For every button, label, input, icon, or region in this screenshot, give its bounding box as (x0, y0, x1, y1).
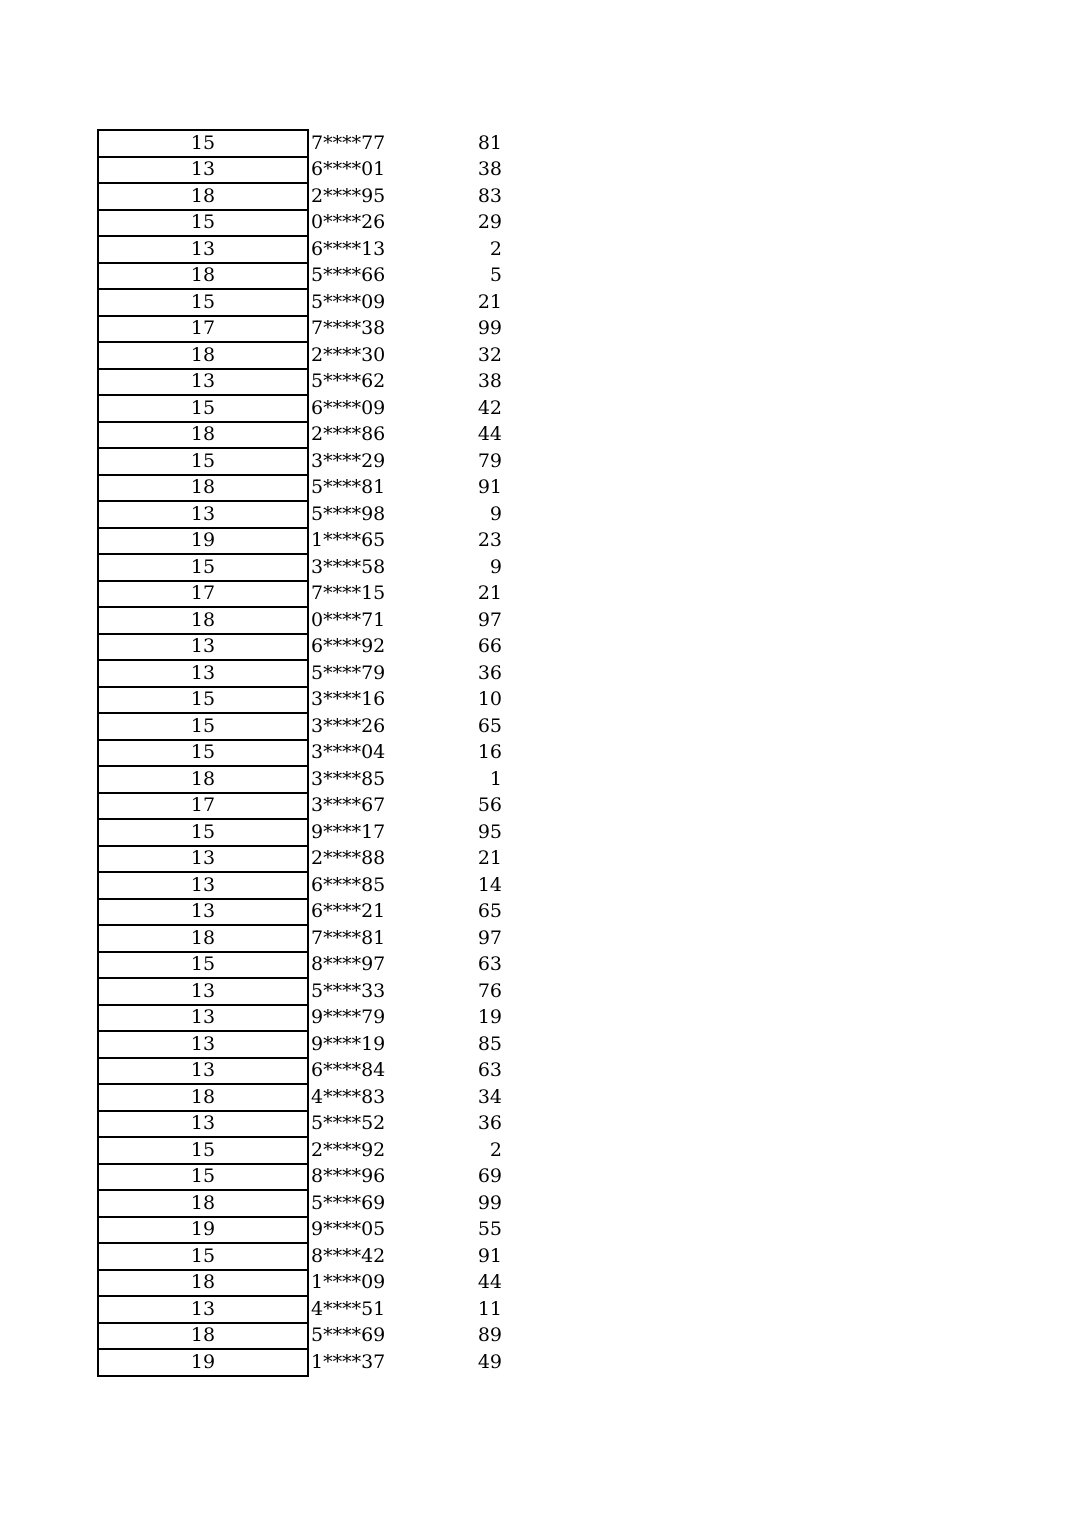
table-row (98, 846, 502, 873)
table-row (98, 1323, 502, 1350)
score-cell: 89 (477, 1324, 502, 1347)
masked-id-cell: 8****42 (311, 1244, 386, 1267)
score-cell: 91 (477, 476, 502, 499)
table-row (98, 607, 502, 634)
score-cell: 36 (477, 661, 502, 684)
group-cell: 15 (98, 289, 308, 316)
table-row (98, 1217, 502, 1244)
table-row (98, 581, 502, 608)
group-cell: 13 (98, 978, 308, 1005)
group-cell: 15 (98, 740, 308, 767)
data-table (97, 129, 503, 1377)
group-cell: 13 (98, 501, 308, 528)
masked-id-cell: 3****85 (311, 767, 386, 790)
table-row (98, 1111, 502, 1138)
group-cell: 13 (98, 660, 308, 687)
score-cell: 1 (489, 767, 502, 790)
table-row (98, 395, 502, 422)
score-cell: 5 (489, 264, 502, 287)
score-cell: 85 (477, 1032, 502, 1055)
score-cell: 21 (477, 847, 502, 870)
score-cell: 81 (477, 131, 502, 154)
group-cell: 13 (98, 634, 308, 661)
group-cell: 13 (98, 1058, 308, 1085)
score-cell: 65 (477, 900, 502, 923)
group-cell: 15 (98, 819, 308, 846)
masked-id-cell: 3****29 (311, 449, 386, 472)
score-cell: 23 (477, 529, 502, 552)
score-cell: 99 (477, 317, 502, 340)
masked-id-cell: 5****69 (311, 1191, 386, 1214)
masked-id-cell: 6****84 (311, 1059, 386, 1082)
score-cell: 91 (477, 1244, 502, 1267)
score-cell: 49 (477, 1350, 502, 1373)
score-cell: 97 (477, 608, 502, 631)
masked-id-cell: 4****51 (311, 1297, 386, 1320)
table-row (98, 183, 502, 210)
table-row (98, 660, 502, 687)
table-row (98, 130, 502, 157)
table-row (98, 740, 502, 767)
group-cell: 18 (98, 607, 308, 634)
table-row (98, 1243, 502, 1270)
score-cell: 21 (477, 290, 502, 313)
group-cell: 13 (98, 236, 308, 263)
score-cell: 21 (477, 582, 502, 605)
table-row (98, 925, 502, 952)
group-cell: 15 (98, 448, 308, 475)
group-cell: 15 (98, 687, 308, 714)
group-cell: 15 (98, 395, 308, 422)
table-row (98, 1031, 502, 1058)
table-row (98, 316, 502, 343)
group-cell: 19 (98, 1349, 308, 1376)
group-cell: 15 (98, 1137, 308, 1164)
table-row (98, 713, 502, 740)
group-cell: 18 (98, 263, 308, 290)
masked-id-cell: 5****33 (311, 979, 386, 1002)
group-cell: 13 (98, 369, 308, 396)
masked-id-cell: 7****38 (311, 317, 386, 340)
table-row (98, 1270, 502, 1297)
table-row (98, 978, 502, 1005)
masked-id-cell: 7****15 (311, 582, 386, 605)
group-cell: 17 (98, 581, 308, 608)
table-row (98, 448, 502, 475)
group-cell: 15 (98, 130, 308, 157)
masked-id-cell: 9****05 (311, 1218, 386, 1241)
score-cell: 34 (477, 1085, 502, 1108)
masked-id-cell: 4****83 (311, 1085, 386, 1108)
masked-id-cell: 5****79 (311, 661, 386, 684)
table-row (98, 236, 502, 263)
masked-id-cell: 5****69 (311, 1324, 386, 1347)
masked-id-cell: 1****09 (311, 1271, 386, 1294)
score-cell: 83 (477, 184, 502, 207)
masked-id-cell: 7****77 (311, 131, 386, 154)
masked-id-cell: 7****81 (311, 926, 386, 949)
table-row (98, 210, 502, 237)
table-row (98, 554, 502, 581)
table-row (98, 475, 502, 502)
group-cell: 18 (98, 1323, 308, 1350)
table-row (98, 342, 502, 369)
score-cell: 36 (477, 1112, 502, 1135)
masked-id-cell: 0****26 (311, 211, 386, 234)
score-cell: 79 (477, 449, 502, 472)
score-cell: 9 (489, 502, 502, 525)
group-cell: 18 (98, 475, 308, 502)
masked-id-cell: 5****98 (311, 502, 386, 525)
table-row (98, 1164, 502, 1191)
score-cell: 65 (477, 714, 502, 737)
score-cell: 99 (477, 1191, 502, 1214)
table-row (98, 899, 502, 926)
masked-id-cell: 6****85 (311, 873, 386, 896)
score-cell: 44 (477, 1271, 502, 1294)
table-row (98, 501, 502, 528)
group-cell: 19 (98, 528, 308, 555)
group-cell: 15 (98, 554, 308, 581)
group-cell: 15 (98, 952, 308, 979)
masked-id-cell: 3****26 (311, 714, 386, 737)
table-row (98, 157, 502, 184)
table-row (98, 289, 502, 316)
score-cell: 14 (477, 873, 502, 896)
table-row (98, 819, 502, 846)
table-row (98, 634, 502, 661)
score-cell: 66 (477, 635, 502, 658)
masked-id-cell: 1****65 (311, 529, 386, 552)
masked-id-cell: 3****67 (311, 794, 386, 817)
score-cell: 63 (477, 1059, 502, 1082)
masked-id-cell: 0****71 (311, 608, 386, 631)
score-cell: 42 (477, 396, 502, 419)
masked-id-cell: 3****04 (311, 741, 386, 764)
masked-id-cell: 5****52 (311, 1112, 386, 1135)
group-cell: 18 (98, 1270, 308, 1297)
group-cell: 18 (98, 183, 308, 210)
score-cell: 97 (477, 926, 502, 949)
score-cell: 19 (477, 1006, 502, 1029)
group-cell: 13 (98, 1296, 308, 1323)
masked-id-cell: 5****81 (311, 476, 386, 499)
score-cell: 11 (477, 1297, 502, 1320)
group-cell: 15 (98, 1243, 308, 1270)
group-cell: 19 (98, 1217, 308, 1244)
score-cell: 55 (477, 1218, 502, 1241)
group-cell: 18 (98, 1190, 308, 1217)
masked-id-cell: 2****86 (311, 423, 386, 446)
score-cell: 32 (477, 343, 502, 366)
table-row (98, 872, 502, 899)
masked-id-cell: 9****19 (311, 1032, 386, 1055)
score-cell: 16 (477, 741, 502, 764)
group-cell: 18 (98, 925, 308, 952)
score-cell: 69 (477, 1165, 502, 1188)
score-cell: 63 (477, 953, 502, 976)
score-cell: 2 (489, 1138, 502, 1161)
masked-id-cell: 9****17 (311, 820, 386, 843)
score-cell: 29 (477, 211, 502, 234)
score-cell: 44 (477, 423, 502, 446)
masked-id-cell: 2****95 (311, 184, 386, 207)
masked-id-cell: 5****62 (311, 370, 386, 393)
masked-id-cell: 3****58 (311, 555, 386, 578)
masked-id-cell: 8****97 (311, 953, 386, 976)
group-cell: 13 (98, 846, 308, 873)
group-cell: 15 (98, 1164, 308, 1191)
group-cell: 13 (98, 1111, 308, 1138)
table-row (98, 687, 502, 714)
masked-id-cell: 6****21 (311, 900, 386, 923)
score-cell: 38 (477, 158, 502, 181)
table-row (98, 263, 502, 290)
group-cell: 18 (98, 422, 308, 449)
masked-id-cell: 8****96 (311, 1165, 386, 1188)
masked-id-cell: 5****66 (311, 264, 386, 287)
group-cell: 17 (98, 793, 308, 820)
masked-id-cell: 6****09 (311, 396, 386, 419)
table-row (98, 1058, 502, 1085)
score-cell: 76 (477, 979, 502, 1002)
table-row (98, 369, 502, 396)
masked-id-cell: 3****16 (311, 688, 386, 711)
group-cell: 18 (98, 1084, 308, 1111)
table-row (98, 422, 502, 449)
group-cell: 17 (98, 316, 308, 343)
table-row (98, 793, 502, 820)
masked-id-cell: 2****92 (311, 1138, 386, 1161)
table-row (98, 766, 502, 793)
score-cell: 9 (489, 555, 502, 578)
masked-id-cell: 2****30 (311, 343, 386, 366)
masked-id-cell: 9****79 (311, 1006, 386, 1029)
masked-id-cell: 6****01 (311, 158, 386, 181)
group-cell: 13 (98, 899, 308, 926)
score-cell: 56 (477, 794, 502, 817)
masked-id-cell: 6****92 (311, 635, 386, 658)
group-cell: 13 (98, 1005, 308, 1032)
score-cell: 95 (477, 820, 502, 843)
score-cell: 38 (477, 370, 502, 393)
group-cell: 15 (98, 713, 308, 740)
table-row (98, 1349, 502, 1376)
table-row (98, 528, 502, 555)
masked-id-cell: 6****13 (311, 237, 386, 260)
masked-id-cell: 1****37 (311, 1350, 386, 1373)
group-cell: 18 (98, 342, 308, 369)
group-cell: 18 (98, 766, 308, 793)
table-row (98, 952, 502, 979)
table-row (98, 1084, 502, 1111)
group-cell: 13 (98, 157, 308, 184)
group-cell: 13 (98, 872, 308, 899)
table-row (98, 1190, 502, 1217)
group-cell: 15 (98, 210, 308, 237)
masked-id-cell: 2****88 (311, 847, 386, 870)
table-body (98, 130, 502, 1376)
masked-id-cell: 5****09 (311, 290, 386, 313)
table-row (98, 1296, 502, 1323)
group-cell: 13 (98, 1031, 308, 1058)
table-row (98, 1137, 502, 1164)
score-cell: 10 (477, 688, 502, 711)
score-cell: 2 (489, 237, 502, 260)
table-row (98, 1005, 502, 1032)
